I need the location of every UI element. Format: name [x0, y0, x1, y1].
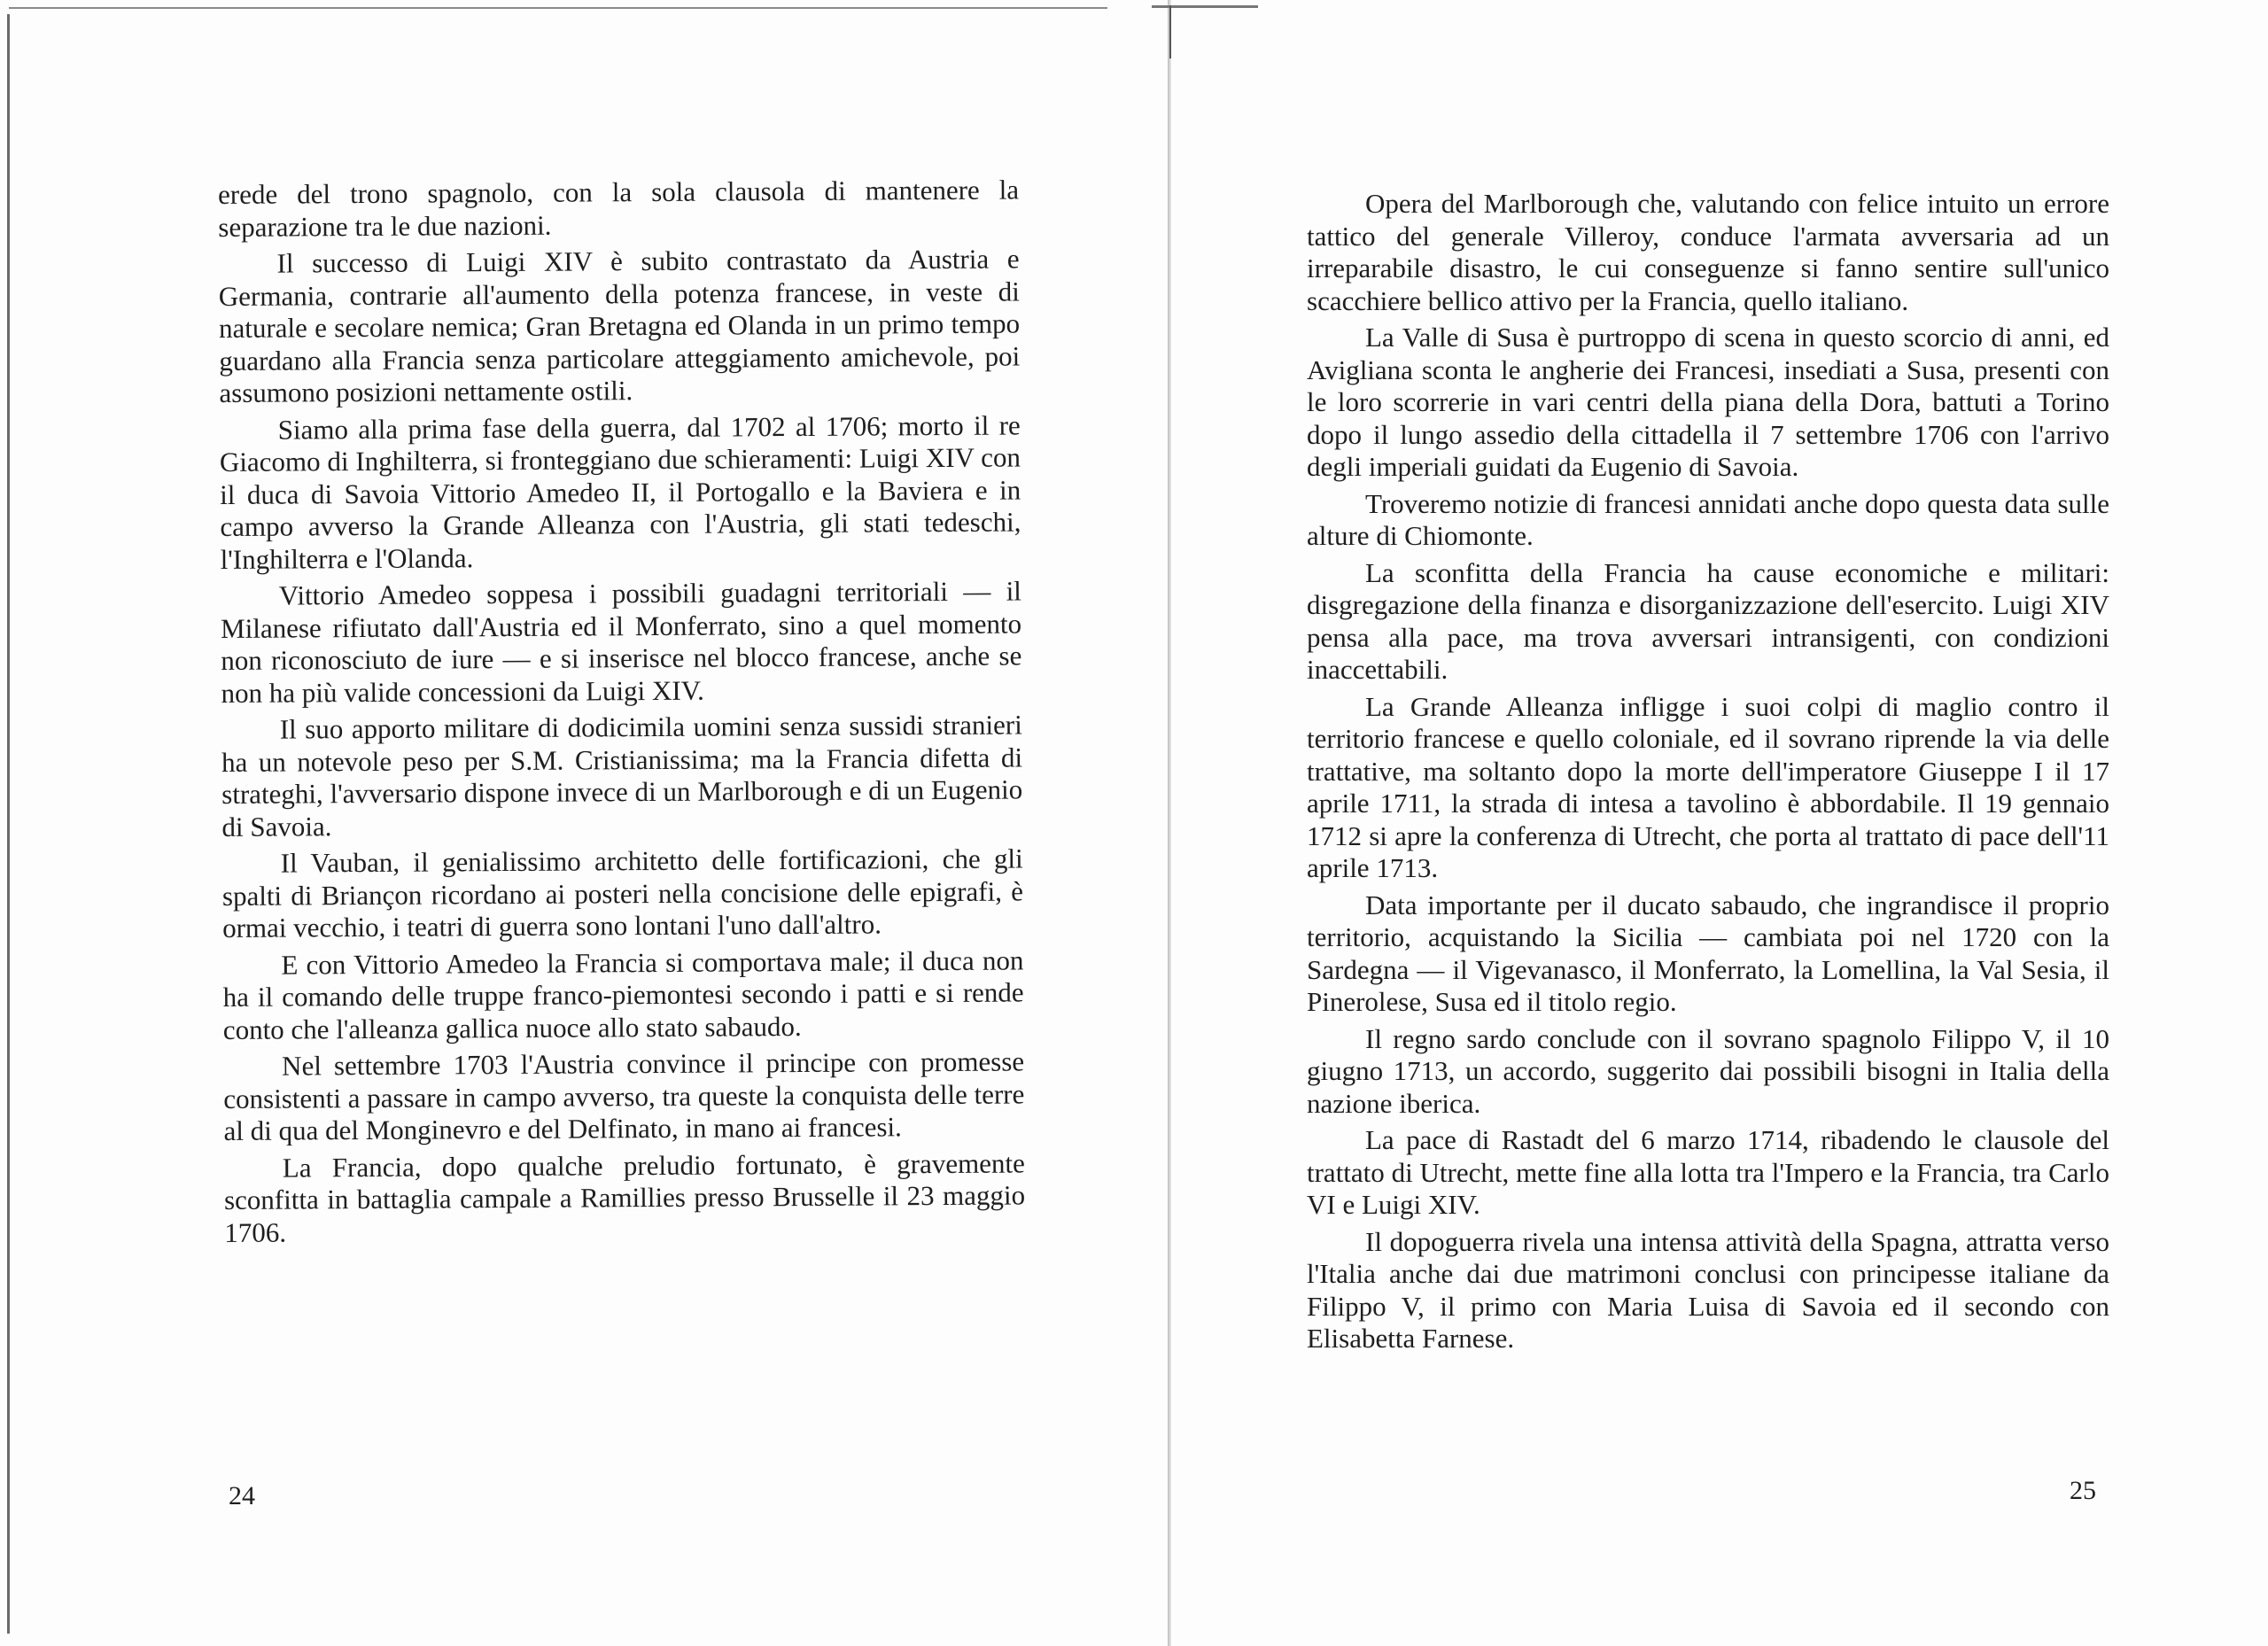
- right-page-text: [1307, 188, 2109, 1355]
- paragraph: La Valle di Susa è purtroppo di scena in questo scorcio di anni, ed Avigliana sconta le angherie dei Francesi, insediati a Susa, presenti con le loro scorrerie in vari centri della piana della Dora, battuti a Torino dopo il lungo assedio della cittadella il 7 settembre 1706 con l'arrivo degli imperiali guidati da Eugenio di Savoia.: [1307, 322, 2109, 482]
- paragraph: Il regno sardo conclude con il sovrano spagnolo Filippo V, il 10 giugno 1713, un accordo, suggerito dai possibili bisogni in Italia della nazione iberica.: [1307, 1022, 2109, 1119]
- paragraph: Vittorio Amedeo soppesa i possibili guadagni territoriali — il Milanese rifiutato dall'Austria ed il Monferrato, sino a quel momento non riconosciuto de iure — e si inserisce nel blocco francese, anche se non ha più valide concessioni da Luigi XIV.: [220, 575, 1022, 709]
- paragraph: La sconfitta della Francia ha cause economiche e militari: disgregazione della finanza e disorganizzazione dell'esercito. Luigi XIV pensa alla pace, ma trova avversari intransigenti, con condizioni inaccettabili.: [1307, 556, 2109, 685]
- paragraph: La Grande Alleanza infligge i suoi colpi di maglio contro il territorio francese e quello coloniale, ed il sovrano riprende la via delle trattative, ma soltanto dopo la morte dell'imperatore Giuseppe I il 17 aprile 1711, la strada di intesa a tavolino è abbordabile. Il 19 gennaio 1712 si apre la conferenza di Utrecht, che porta al trattato di pace dell'11 aprile 1713.: [1307, 690, 2109, 883]
- book-gutter: [1168, 0, 1171, 1646]
- paragraph: E con Vittorio Amedeo la Francia si comportava male; il duca non ha il comando delle truppe franco-piemontesi secondo i patti e si rende conto che l'alleanza gallica nuoce allo stato sabaudo.: [222, 943, 1024, 1045]
- paragraph: La Francia, dopo qualche preludio fortunato, è gravemente sconfitta in battaglia campale a Ramillies presso Brusselle il 23 maggio 1706.: [223, 1146, 1026, 1248]
- page-number-left: 24: [229, 1481, 255, 1510]
- paragraph: Troveremo notizie di francesi annidati anche dopo questa data sulle alture di Chiomonte.: [1307, 487, 2109, 551]
- paragraph: Il dopoguerra rivela una intensa attività della Spagna, attratta verso l'Italia anche dai due matrimoni conclusi con principesse italiane da Filippo V, il primo con Maria Luisa di Savoia ed il secondo con Elisabetta Farnese.: [1307, 1225, 2109, 1354]
- paragraph: Il Vauban, il genialissimo architetto delle fortificazioni, che gli spalti di Briançon ricordano ai posteri nella concisione delle epigrafi, è ormai vecchio, i teatri di guerra sono lontani l'uno dall'altro.: [221, 842, 1024, 943]
- page-number-right: 25: [2070, 1476, 2096, 1505]
- left-page-edge: [7, 14, 10, 1634]
- paragraph: erede del trono spagnolo, con la sola clausola di mantenere la separazione tra le due nazioni.: [218, 174, 1020, 243]
- left-page-text: [218, 174, 1025, 1248]
- paragraph: Il suo apporto militare di dodicimila uomini senza sussidi stranieri ha un notevole peso per S.M. Cristianissima; ma la Francia difetta di strateghi, l'avversario dispone invece di un Marlborough e di un Eugenio di Savoia.: [221, 709, 1023, 842]
- gutter-top-mark: [1152, 5, 1258, 8]
- paragraph: Il successo di Luigi XIV è subito contrastato da Austria e Germania, contrarie all'aumento della potenza francese, in veste di naturale e secolare nemica; Gran Bretagna ed Olanda in un primo tempo guardano alla Francia senza particolare atteggiamento amichevole, poi assumono posizioni nettamente ostili.: [218, 243, 1021, 408]
- paragraph: Data importante per il ducato sabaudo, che ingrandisce il proprio territorio, acquistando la Sicilia — cambiata poi nel 1720 con la Sardegna — il Vigevanasco, il Monferrato, la Lomellina, la Val Sesia, il Pinerolese, Susa ed il titolo regio.: [1307, 889, 2109, 1017]
- paragraph: Nel settembre 1703 l'Austria convince il principe con promesse consistenti a passare in campo avverso, tra queste la conquista delle terre al di qua del Monginevro e del Delfinato, in mano ai francesi.: [223, 1045, 1025, 1146]
- gutter-binding-line: [1169, 5, 1171, 58]
- paragraph: Siamo alla prima fase della guerra, dal 1702 al 1706; morto il re Giacomo di Inghilterra, si fronteggiano due schieramenti: Luigi XIV con il duca di Savoia Vittorio Amedeo II, il Portogallo e la Baviera e in campo avverso la Grande Alleanza con l'Austria, gli stati tedeschi, l'Inghilterra e l'Olanda.: [219, 408, 1021, 575]
- top-page-edge: [9, 7, 1107, 9]
- paragraph: Opera del Marlborough che, valutando con felice intuito un errore tattico del generale Villeroy, conduce l'armata avversaria ad un irreparabile disastro, le cui conseguenze si fanno sentire sull'unico scacchiere bellico attivo per la Francia, quello italiano.: [1307, 188, 2109, 316]
- paragraph: La pace di Rastadt del 6 marzo 1714, ribadendo le clausole del trattato di Utrecht, mette fine alla lotta tra l'Impero e la Francia, tra Carlo VI e Luigi XIV.: [1307, 1124, 2109, 1220]
